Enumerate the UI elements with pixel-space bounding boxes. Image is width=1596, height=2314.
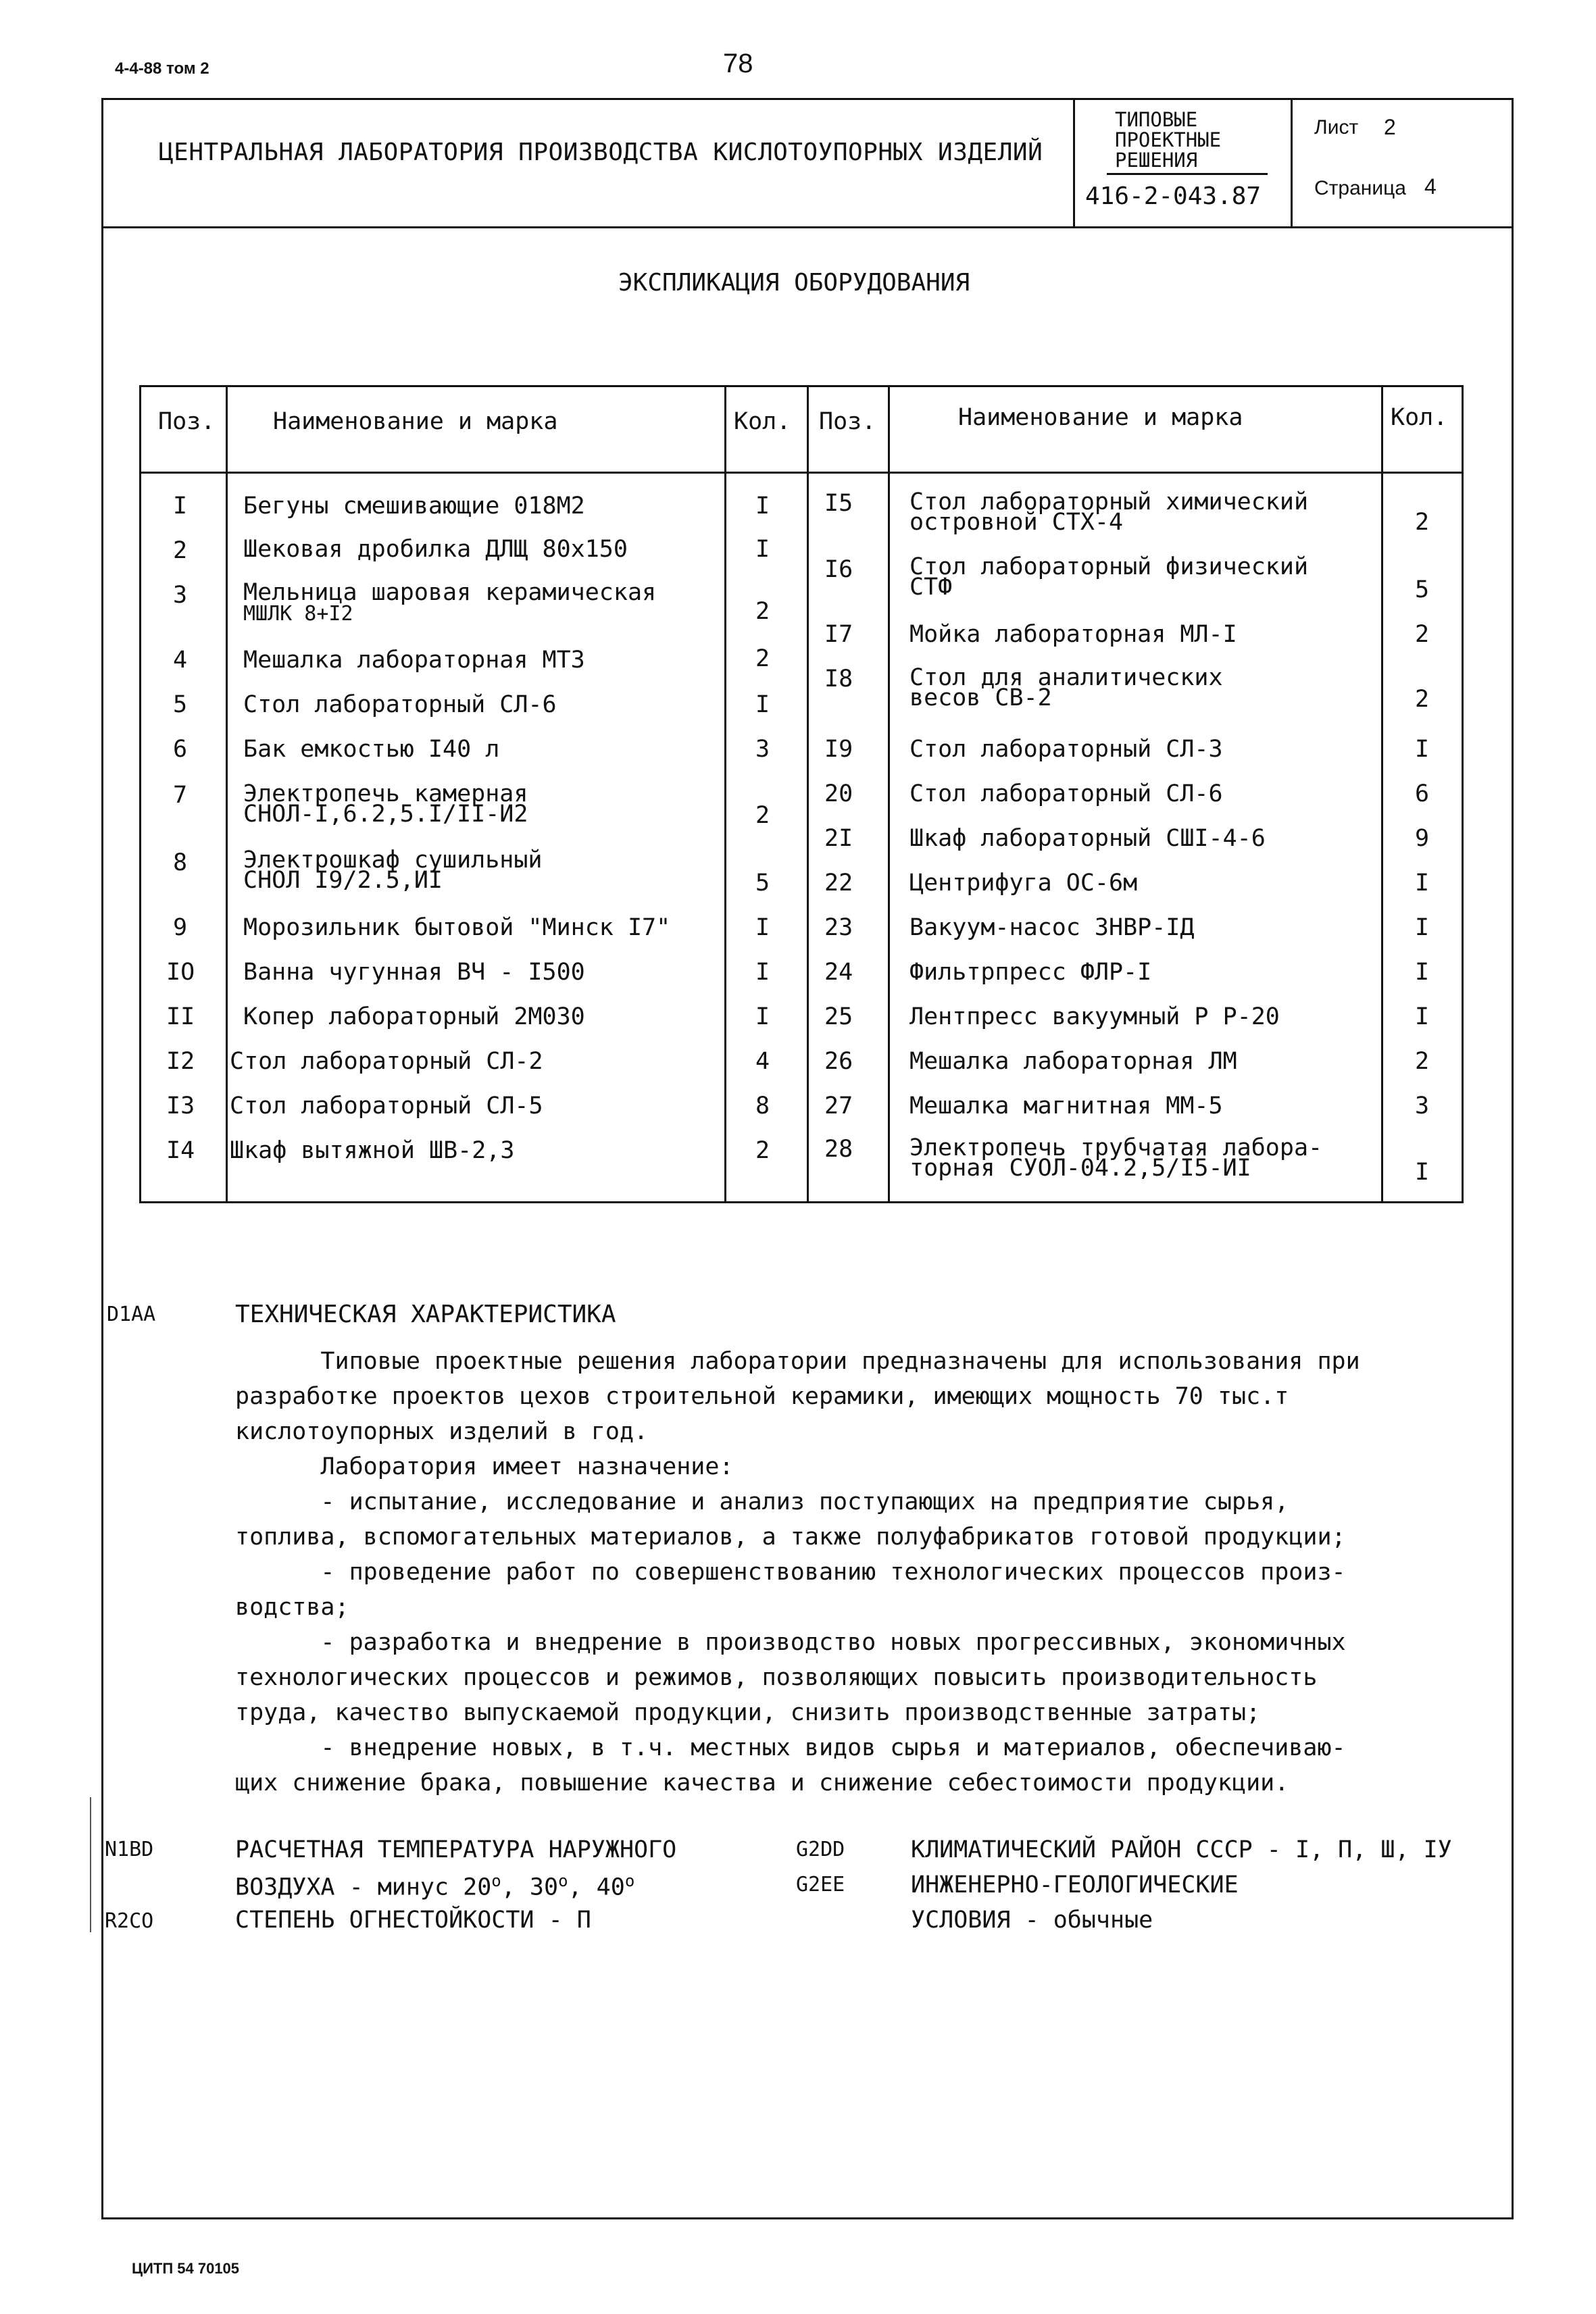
qty-cell: 9 xyxy=(1415,825,1430,852)
typical-solutions-label: ПРОЕКТНЫЕ xyxy=(1115,128,1222,151)
name-cell-line2: СТФ xyxy=(909,574,953,601)
climate-region: КЛИМАТИЧЕСКИЙ РАЙОН СССР - I, П, Ш, IУ xyxy=(911,1836,1452,1863)
param-code: G2DD xyxy=(796,1838,845,1861)
title-block-divider xyxy=(1291,98,1293,228)
qty-cell: 2 xyxy=(755,598,770,625)
qty-cell: 8 xyxy=(755,1092,770,1120)
qty-cell: 6 xyxy=(1415,780,1430,807)
name-cell: Мойка лабораторная МЛ-I xyxy=(909,621,1237,648)
margin-mark xyxy=(90,1797,91,1932)
qty-cell: 4 xyxy=(755,1048,770,1075)
name-cell: Вакуум-насос ЗНВР-IД xyxy=(909,914,1195,941)
qty-cell: 2 xyxy=(1415,1048,1430,1075)
name-cell: Мешалка лабораторная ЛМ xyxy=(909,1048,1237,1075)
pos-cell: 7 xyxy=(173,782,188,809)
column-divider xyxy=(807,385,809,1203)
name-cell: Шековая дробилка ДЛЩ 80х150 xyxy=(243,536,628,563)
paragraph-line: кислотоупорных изделий в год. xyxy=(235,1418,649,1445)
header-qty: Кол. xyxy=(1391,404,1448,431)
qty-cell: 2 xyxy=(1415,509,1430,536)
pos-cell: 27 xyxy=(824,1092,853,1120)
paragraph-line: - испытание, исследование и анализ поступающих на предприятие сырья, xyxy=(235,1488,1289,1515)
qty-cell: I xyxy=(755,959,770,986)
pos-cell: I6 xyxy=(824,556,853,583)
page-value: 4 xyxy=(1424,174,1437,199)
name-cell: Стол лабораторный СЛ-5 xyxy=(230,1092,543,1120)
name-cell: Стол лабораторный СЛ-6 xyxy=(243,691,557,718)
name-cell: Морозильник бытовой "Минск I7" xyxy=(243,914,671,941)
table-border xyxy=(139,1201,1464,1203)
qty-cell: I xyxy=(1415,959,1430,986)
sheet-number: 2 xyxy=(1384,115,1396,139)
header-pos: Поз. xyxy=(819,408,876,435)
qty-cell: 5 xyxy=(1415,576,1430,603)
name-cell: Центрифуга ОС-6м xyxy=(909,870,1138,897)
name-cell: Шкаф вытяжной ШВ-2,3 xyxy=(230,1137,515,1164)
pos-cell: I4 xyxy=(166,1137,195,1164)
qty-cell: 3 xyxy=(755,736,770,763)
paragraph-line: - разработка и внедрение в производство новых прогрессивных, экономичных xyxy=(235,1629,1346,1656)
typical-solutions-label: РЕШЕНИЯ xyxy=(1115,149,1198,172)
page-number: 78 xyxy=(723,49,753,78)
pos-cell: I5 xyxy=(824,490,853,517)
paragraph-line: - внедрение новых, в т.ч. местных видов сырья и материалов, обеспечиваю- xyxy=(235,1734,1346,1761)
name-cell: Мельница шаровая керамическая xyxy=(243,579,657,606)
header-name: Наименование и марка xyxy=(958,404,1243,431)
qty-cell: I xyxy=(1415,1003,1430,1030)
page-label: Страница xyxy=(1314,177,1406,199)
name-cell: Лентпресс вакуумный Р Р-20 xyxy=(909,1003,1280,1030)
pos-cell: I9 xyxy=(824,736,853,763)
outdoor-temp-label: РАСЧЕТНАЯ ТЕМПЕРАТУРА НАРУЖНОГО xyxy=(235,1836,677,1863)
geo-conditions-value: УСЛОВИЯ - обычные xyxy=(911,1907,1153,1934)
outdoor-temp-values: ВОЗДУХА - минус $20^о$, $30^о$, $40^о$ xyxy=(235,1871,635,1901)
pos-cell: 26 xyxy=(824,1048,853,1075)
name-cell: Стол для аналитических xyxy=(909,664,1223,691)
typical-solutions-label: ТИПОВЫЕ xyxy=(1115,108,1198,131)
pos-cell: IO xyxy=(166,959,195,986)
header-pos: Поз. xyxy=(158,408,216,435)
pos-cell: 24 xyxy=(824,959,853,986)
qty-cell: I xyxy=(755,691,770,718)
pos-cell: 28 xyxy=(824,1136,853,1163)
name-cell: Ванна чугунная ВЧ - I500 xyxy=(243,959,585,986)
name-cell: Стол лабораторный СЛ-6 xyxy=(909,780,1223,807)
name-cell: Стол лабораторный химический xyxy=(909,488,1309,515)
pos-cell: 22 xyxy=(824,870,853,897)
qty-cell: I xyxy=(755,914,770,941)
name-cell: Стол лабораторный СЛ-2 xyxy=(230,1048,543,1075)
qty-cell: I xyxy=(1415,736,1430,763)
name-cell: Шкаф лабораторный СШI-4-6 xyxy=(909,825,1266,852)
table-border xyxy=(139,385,141,1203)
name-cell: Бегуны смешивающие 018М2 xyxy=(243,493,585,520)
name-cell: Мешалка лабораторная МТЗ xyxy=(243,647,585,674)
name-cell: Электропечь камерная xyxy=(243,780,528,807)
column-divider xyxy=(724,385,726,1203)
qty-cell: 2 xyxy=(755,645,770,672)
name-cell-line2: торная СУОЛ-04.2,5/I5-ИI xyxy=(909,1155,1251,1182)
name-cell: Копер лабораторный 2М030 xyxy=(243,1003,585,1030)
qty-cell: I xyxy=(755,1003,770,1030)
name-cell-line2: островной СТХ-4 xyxy=(909,509,1124,536)
document-title: ЦЕНТРАЛЬНАЯ ЛАБОРАТОРИЯ ПРОИЗВОДСТВА КИСЛОТОУПОРНЫХ ИЗДЕЛИЙ xyxy=(159,139,1043,166)
name-cell-line2: МШЛК 8+I2 xyxy=(243,602,353,626)
qty-cell: I xyxy=(1415,870,1430,897)
qty-cell: I xyxy=(1415,1159,1430,1186)
pos-cell: 2I xyxy=(824,825,853,852)
qty-cell: 2 xyxy=(755,802,770,829)
param-code: R2CO xyxy=(105,1909,154,1933)
pos-cell: I8 xyxy=(824,665,853,693)
pos-cell: 25 xyxy=(824,1003,853,1030)
qty-cell: 2 xyxy=(755,1137,770,1164)
name-cell: Электропечь трубчатая лабора- xyxy=(909,1134,1323,1161)
pos-cell: 20 xyxy=(824,780,853,807)
pos-cell: I2 xyxy=(166,1048,195,1075)
sheet-label: Лист xyxy=(1314,116,1359,139)
pos-cell: II xyxy=(166,1003,195,1030)
header-separator xyxy=(139,472,1464,474)
pos-cell: 3 xyxy=(173,582,188,609)
paragraph-line: Типовые проектные решения лаборатории предназначены для использования при xyxy=(235,1348,1360,1375)
name-cell: Стол лабораторный физический xyxy=(909,553,1309,580)
pos-cell: 9 xyxy=(173,914,188,941)
paragraph-line: Лаборатория имеет назначение: xyxy=(235,1453,734,1480)
qty-cell: I xyxy=(755,536,770,563)
param-code: N1BD xyxy=(105,1838,154,1861)
qty-cell: 3 xyxy=(1415,1092,1430,1120)
pos-cell: 4 xyxy=(173,647,188,674)
series-code: 4-4-88 том 2 xyxy=(115,59,209,78)
paragraph-line: труда, качество выпускаемой продукции, снизить производственные затраты; xyxy=(235,1699,1261,1726)
pos-cell: 2 xyxy=(173,537,188,564)
qty-cell: 5 xyxy=(755,870,770,897)
underline xyxy=(1107,173,1268,175)
paragraph-line: - проведение работ по совершенствованию технологических процессов произ- xyxy=(235,1559,1346,1586)
pos-cell: I xyxy=(173,493,188,520)
geo-conditions-label: ИНЖЕНЕРНО-ГЕОЛОГИЧЕСКИЕ xyxy=(911,1871,1239,1898)
qty-cell: I xyxy=(755,493,770,520)
qty-cell: 2 xyxy=(1415,621,1430,648)
equipment-table xyxy=(139,385,1464,1203)
column-divider xyxy=(1381,385,1383,1203)
section-code: D1AA xyxy=(107,1303,156,1326)
pos-cell: 23 xyxy=(824,914,853,941)
pos-cell: I3 xyxy=(166,1092,195,1120)
project-code: 416-2-043.87 xyxy=(1085,182,1262,210)
footer-code: ЦИТП 54 70105 xyxy=(132,2260,240,2277)
paragraph-line: разработке проектов цехов строительной керамики, имеющих мощность 70 тыс.т xyxy=(235,1383,1289,1410)
fire-resistance: СТЕПЕНЬ ОГНЕСТОЙКОСТИ - П xyxy=(235,1907,591,1934)
qty-cell: 2 xyxy=(1415,686,1430,713)
table-border xyxy=(1462,385,1464,1203)
paragraph-line: щих снижение брака, повышение качества и снижение себестоимости продукции. xyxy=(235,1769,1289,1796)
table-border xyxy=(139,385,1464,387)
header-qty: Кол. xyxy=(734,408,791,435)
name-cell: Стол лабораторный СЛ-3 xyxy=(909,736,1223,763)
name-cell: Фильтрпресс ФЛР-I xyxy=(909,959,1152,986)
name-cell-line2: весов СВ-2 xyxy=(909,684,1052,711)
paragraph-line: водства; xyxy=(235,1594,349,1621)
name-cell-line2: СНОЛ I9/2.5,ИI xyxy=(243,867,443,894)
name-cell-line2: СНОЛ-I,6.2,5.I/II-И2 xyxy=(243,801,528,828)
title-block-divider xyxy=(1073,98,1075,228)
pos-cell: 8 xyxy=(173,849,188,876)
qty-cell: I xyxy=(1415,914,1430,941)
pos-cell: I7 xyxy=(824,621,853,648)
section-title: ТЕХНИЧЕСКАЯ ХАРАКТЕРИСТИКА xyxy=(235,1301,616,1328)
paragraph-line: топлива, вспомогательных материалов, а также полуфабрикатов готовой продукции; xyxy=(235,1524,1346,1551)
table-title: ЭКСПЛИКАЦИЯ ОБОРУДОВАНИЯ xyxy=(618,269,970,297)
column-divider xyxy=(226,385,228,1203)
name-cell: Мешалка магнитная ММ-5 xyxy=(909,1092,1223,1120)
paragraph-line: технологических процессов и режимов, позволяющих повысить производительность xyxy=(235,1664,1318,1691)
pos-cell: 6 xyxy=(173,736,188,763)
header-name: Наименование и марка xyxy=(273,408,558,435)
param-code: G2EE xyxy=(796,1873,845,1896)
pos-cell: 5 xyxy=(173,691,188,718)
name-cell: Бак емкостью I40 л xyxy=(243,736,500,763)
name-cell: Электрошкаф сушильный xyxy=(243,847,543,874)
column-divider xyxy=(888,385,890,1203)
